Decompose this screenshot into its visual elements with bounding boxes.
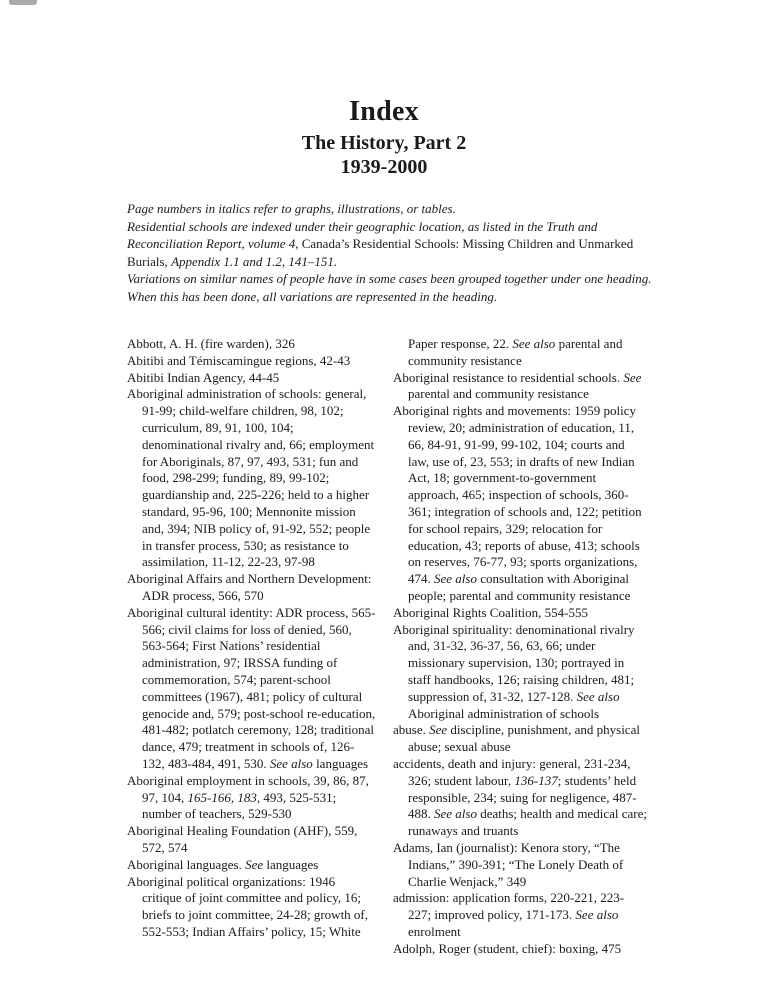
index-entry: Aboriginal languages. See languages — [127, 856, 319, 872]
index-entry: Abitibi Indian Agency, 44-45 — [127, 369, 280, 385]
index-column-left — [127, 336, 376, 941]
index-entry: Adams, Ian (journalist): Kenora story, “The Indians,” 390-391; “The Lonely Death of Charlie Wenjack,” 349 — [393, 839, 624, 889]
intro-note: Variations on similar names of people have in some cases been grouped together under one heading. When this has been done, all variations are represented in the heading. — [127, 271, 652, 304]
index-entry: admission: application forms, 220-221, 223-227; improved policy, 171-173. See also enrolment — [393, 890, 625, 939]
page-date-range: 1939-2000 — [340, 156, 428, 178]
intro-notes — [127, 200, 659, 305]
index-entry: Aboriginal rights and movements: 1959 policy review, 20; administration of education, 11, 66, 84-91, 91-99, 99-102, 104; courts and law, use of, 23, 553; in drafts of new Indian Act, 18; government-to-government approach, 465; inspection of schools, 360-361; integration of schools and, 122; petition for school repairs, 329; relocation for education, 43; reports of abuse, 413; schools on reserves, 76-77, 93; sports organizations, 474. See also consultation with Aboriginal people; parental and community resistance — [393, 403, 642, 603]
index-entry: Aboriginal political organizations: 1946 critique of joint committee and policy, 16; briefs to joint committee, 24-28; growth of, 552-553; Indian Affairs’ policy, 15; White — [127, 873, 369, 939]
scan-edge-artifact — [9, 0, 37, 5]
intro-note: Residential schools are indexed under their geographic location, as listed in the Truth and Reconciliation Report, volume 4, Canada’s Residential Schools: Missing Children and Unmarked Burials, Appendix 1.1 and 1.2, 141–151. — [127, 218, 634, 269]
index-entry: Abitibi and Témiscamingue regions, 42-43 — [127, 352, 351, 368]
page-title: Index — [349, 96, 419, 127]
index-entry: Paper response, 22. See also parental and community resistance — [408, 336, 623, 368]
index-entry: Aboriginal Rights Coalition, 554-555 — [393, 604, 588, 620]
index-entry: Aboriginal cultural identity: ADR process, 565-566; civil claims for loss of denied, 560, 563-564; First Nations’ residential administration, 97; IRSSA funding of commemoration, 574; parent-school committees (1967), 481; policy of cultural genocide and, 579; post-school re-education, 481-482; potlatch ceremony, 128; traditional dance, 479; treatment in schools of, 126-132, 483-484, 491, 530. See also languages — [127, 604, 376, 771]
index-entry: Aboriginal resistance to residential schools. See parental and community resistance — [393, 369, 642, 402]
index-columns — [127, 336, 768, 957]
index-entry: Aboriginal Healing Foundation (AHF), 559, 572, 574 — [127, 823, 358, 855]
index-entry: Aboriginal spirituality: denominational rivalry and, 31-32, 36-37, 56, 63, 66; under missionary supervision, 130; portrayed in staff handbooks, 126; raising children, 481; suppression of, 31-32, 127-128. See also Aboriginal administration of schools — [393, 621, 635, 721]
index-entry: accidents, death and injury: general, 231-234, 326; student labour, 136-137; students’ held responsible, 234; suing for negligence, 487-488. See also deaths; health and medical care; runaways and truants — [393, 755, 647, 839]
index-entry: Abbott, A. H. (fire warden), 326 — [127, 336, 295, 351]
page-subtitle: The History, Part 2 — [301, 132, 467, 154]
index-entry: Adolph, Roger (student, chief): boxing, 475 — [393, 940, 622, 956]
index-entry: Aboriginal administration of schools: general, 91-99; child-welfare children, 98, 102; curriculum, 89, 91, 100, 104; denominational rivalry and, 66; employment for Aboriginals, 87, 97, 493, 531; fun and food, 298-299; funding, 89, 99-102; guardianship and, 225-226; held to a higher standard, 95-96, 100; Mennonite mission and, 394; NIB policy of, 91-92, 552; people in transfer process, 530; as resistance to assimilation, 11-12, 22-23, 97-98 — [127, 386, 375, 570]
index-entry: Aboriginal Affairs and Northern Development: ADR process, 566, 570 — [127, 571, 372, 603]
intro-note: Page numbers in italics refer to graphs, illustrations, or tables. — [127, 201, 456, 216]
index-entry: Aboriginal employment in schools, 39, 86, 87, 97, 104, 165-166, 183, 493, 525-531; number of teachers, 529-530 — [127, 772, 369, 822]
page-header — [0, 0, 768, 179]
index-column-right — [393, 336, 647, 957]
index-entry: abuse. See discipline, punishment, and physical abuse; sexual abuse — [393, 722, 640, 755]
